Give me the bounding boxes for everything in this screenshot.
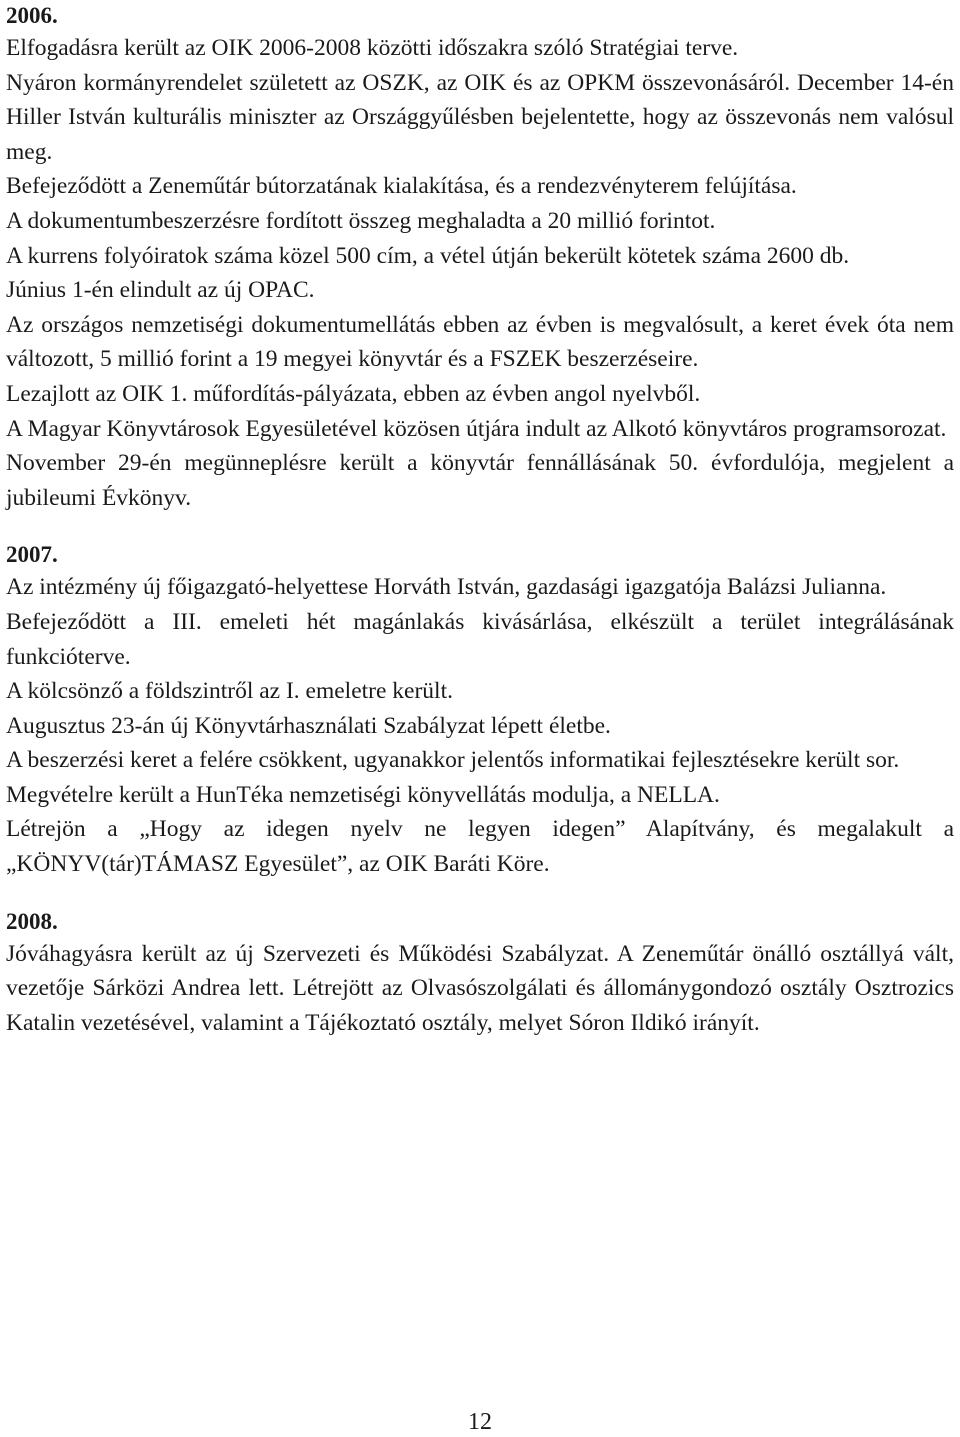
paragraph: A kurrens folyóiratok száma közel 500 cím, a vétel útján bekerült kötetek száma 2600 db. [6, 242, 850, 269]
section-body [6, 31, 954, 515]
section-2007 [6, 541, 954, 881]
section-2006 [6, 2, 954, 515]
section-year-heading: 2006. [6, 3, 58, 28]
paragraph: Augusztus 23-án új Könyvtárhasználati Szabályzat lépett életbe. [6, 712, 611, 739]
paragraph: Június 1-én elindult az új OPAC. [6, 277, 315, 304]
section-year-heading: 2007. [6, 542, 58, 568]
paragraph: A Magyar Könyvtárosok Egyesületével közösen útjára indult az Alkotó könyvtáros programsorozat. [6, 415, 947, 442]
paragraph: Nyáron kormányrendelet született az OSZK, az OIK és az OPKM összevonásáról. December 14-én Hiller István kulturális miniszter az Országgyűlésben bejelentette, hogy az összevonás nem valósul meg. [6, 69, 954, 165]
paragraph: November 29-én megünneplésre került a könyvtár fennállásának 50. évfordulója, megjelent a jubileumi Évkönyv. [6, 450, 954, 511]
paragraph: A beszerzési keret a felére csökkent, ugyanakkor jelentős informatikai fejlesztésekre került sor. [6, 747, 900, 774]
section-year-heading: 2008. [6, 908, 58, 934]
paragraph: A dokumentumbeszerzésre fordított összeg meghaladta a 20 millió forintot. [6, 207, 716, 234]
paragraph: Megvételre került a HunTéka nemzetiségi könyvellátás modulja, a NELLA. [6, 781, 720, 808]
paragraph: Elfogadásra került az OIK 2006-2008 közötti időszakra szóló Stratégiai terve. [6, 35, 739, 61]
paragraph: Az intézmény új főigazgató-helyettese Horváth István, gazdasági igazgatója Balázsi Julianna. [6, 574, 887, 601]
paragraph: A kölcsönző a földszintről az I. emeletre került. [6, 678, 453, 705]
paragraph: Befejeződött a III. emeleti hét magánlakás kivásárlása, elkészült a terület integrálásának funkcióterve. [6, 608, 954, 670]
paragraph: Az országos nemzetiségi dokumentumellátás ebben az évben is megvalósult, a keret évek óta nem változott, 5 millió forint a 19 megyei könyvtár és a FSZEK beszerzéseire. [6, 311, 954, 373]
paragraph: Létrejön a „Hogy az idegen nyelv ne legyen idegen” Alapítvány, és megalakult a „KÖNYV(tár)TÁMASZ Egyesület”, az OIK Baráti Köre. [6, 816, 954, 878]
section-2008 [6, 908, 954, 1041]
paragraph: Befejeződött a Zeneműtár bútorzatának kialakítása, és a rendezvényterem felújítása. [6, 173, 797, 200]
page-number: 12 [468, 1409, 492, 1435]
paragraph: Lezajlott az OIK 1. műfordítás-pályázata, ebben az évben angol nyelvből. [6, 380, 701, 407]
paragraph: Jóváhagyásra került az új Szervezeti és Működési Szabályzat. A Zeneműtár önálló osztállyá vált, vezetője Sárközi Andrea lett. Létrejött az Olvasószolgálati és állománygondozó osztály Osztrozics Katalin vezetésével, valamint a Tájékoztató osztály, melyet Sóron Ildikó irányít. [6, 940, 954, 1036]
section-body [6, 570, 954, 881]
section-body [6, 937, 954, 1041]
document-page [6, 0, 954, 1040]
